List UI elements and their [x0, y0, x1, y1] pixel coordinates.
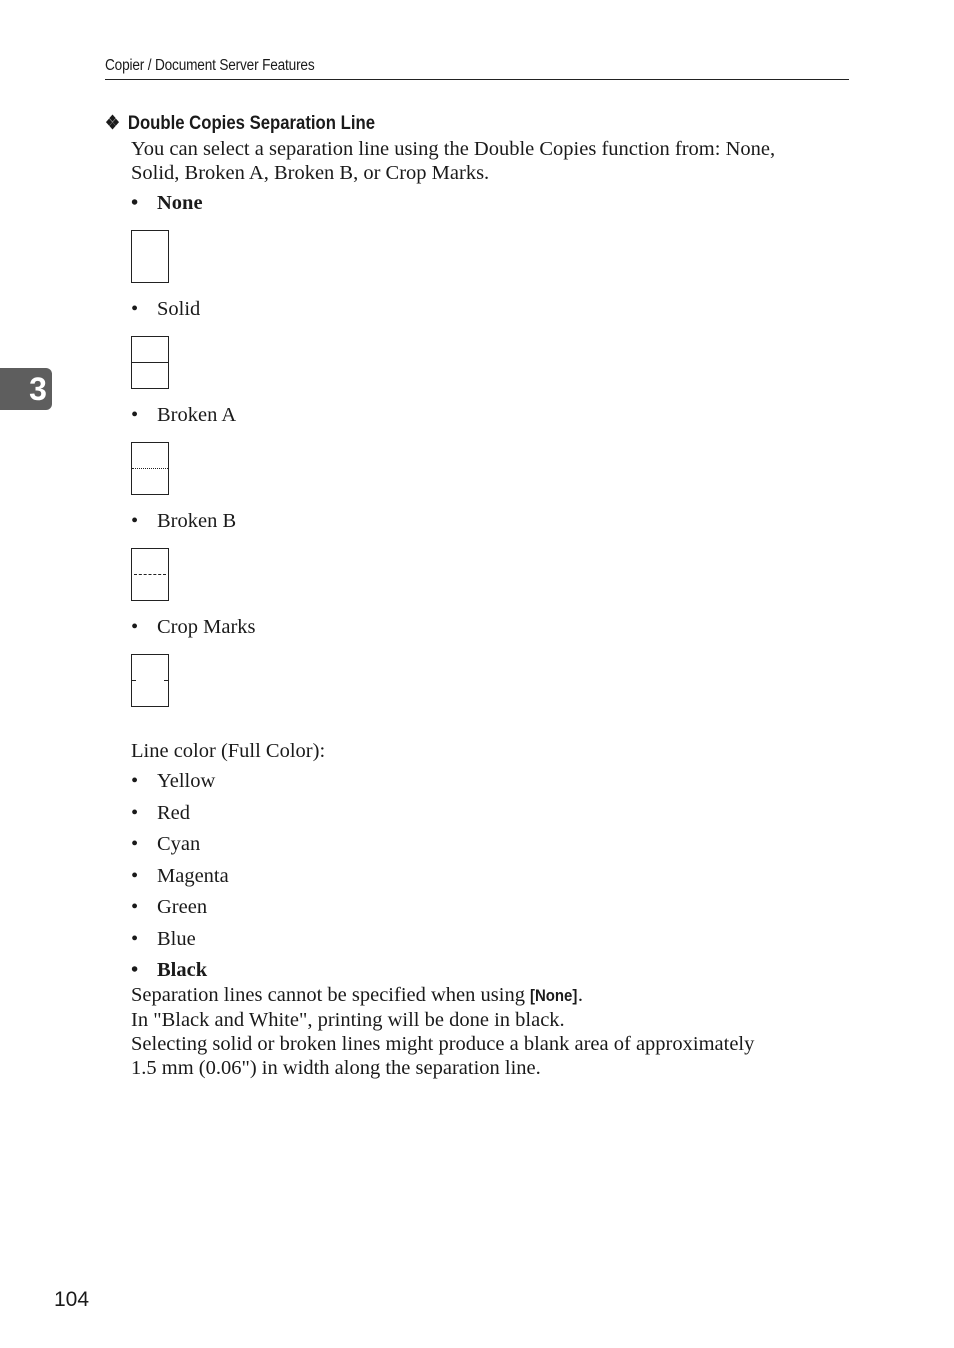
line-sample-solid [131, 336, 169, 389]
intro-line-2: Solid, Broken A, Broken B, or Crop Marks. [131, 162, 490, 184]
line-type-none: • None [131, 192, 203, 214]
crop-mark-right [164, 680, 168, 681]
section-title-text: Double Copies Separation Line [127, 113, 376, 134]
color-option-green: • Green [131, 896, 208, 918]
color-option-magenta: • Magenta [131, 865, 229, 887]
note-blank-area-line-1: Selecting solid or broken lines might produce a blank area of approximately [131, 1033, 755, 1055]
dotted-separation-line [132, 468, 168, 469]
line-sample-broken-a [131, 442, 169, 495]
note-black-and-white: In "Black and White", printing will be done in black. [131, 1009, 565, 1031]
running-header: Copier / Document Server Features [105, 57, 315, 74]
notes [131, 983, 871, 1080]
line-type-label: None [157, 192, 203, 214]
intro-line-1: You can select a separation line using the Double Copies function from: None, [131, 138, 776, 160]
chapter-tab: 3 [0, 368, 52, 410]
none-key-label: [None] [530, 986, 578, 1005]
solid-separation-line [132, 362, 168, 363]
dashed-separation-line [134, 574, 166, 575]
line-sample-none [131, 230, 169, 283]
line-color-heading: Line color (Full Color): [131, 740, 326, 762]
line-sample-broken-b [131, 548, 169, 601]
color-option-cyan: • Cyan [131, 833, 201, 855]
page-number: 104 [54, 1288, 90, 1311]
line-type-label: Broken A [157, 404, 237, 426]
color-option-yellow: • Yellow [131, 770, 216, 792]
line-sample-crop-marks [131, 654, 169, 707]
line-type-crop-marks: • Crop Marks [131, 616, 256, 638]
intro-paragraph [131, 137, 871, 185]
line-type-solid: • Solid [131, 298, 201, 320]
line-type-broken-a: • Broken A [131, 404, 237, 426]
crop-mark-left [132, 680, 136, 681]
diamond-bullet-icon: ❖ [105, 113, 121, 134]
color-option-red: • Red [131, 802, 191, 824]
color-option-blue: • Blue [131, 928, 196, 950]
line-type-label: Crop Marks [157, 616, 256, 638]
note-blank-area-line-2: 1.5 mm (0.06") in width along the separation line. [131, 1057, 541, 1079]
note-none-restriction: Separation lines cannot be specified when using [None]. [131, 984, 584, 1006]
section-title [105, 112, 375, 135]
color-option-black: • Black [131, 959, 208, 981]
line-type-broken-b: • Broken B [131, 510, 237, 532]
line-type-label: Solid [157, 298, 201, 320]
header-rule [105, 79, 849, 80]
line-type-label: Broken B [157, 510, 237, 532]
